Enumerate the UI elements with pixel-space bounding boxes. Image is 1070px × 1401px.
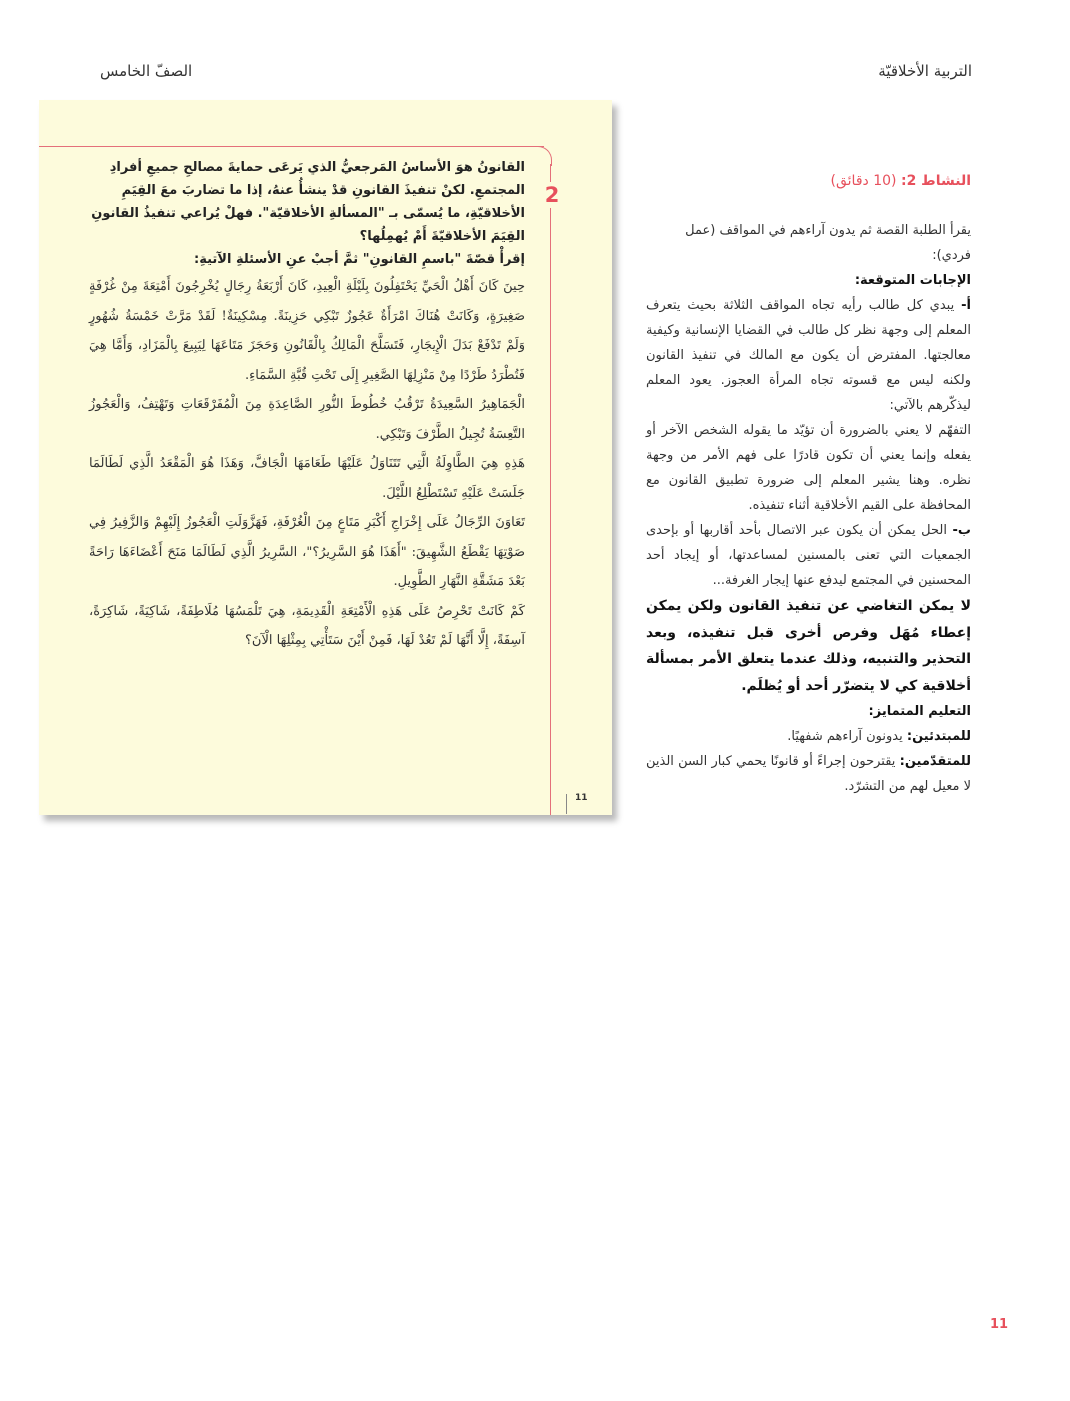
inset-footer-divider bbox=[566, 794, 567, 814]
activity-title bbox=[646, 170, 971, 192]
story-text bbox=[89, 272, 525, 656]
advanced-label: للمتقدّمين: bbox=[899, 754, 971, 769]
answer-b bbox=[646, 518, 971, 593]
beginners-text: يدونون آراءهم شفهيًا. bbox=[787, 729, 907, 744]
story-paragraph: الْجَمَاهِيرُ السَّعِيدَةُ تَرْقُبُ خُطُوطَ النُّورِ الصَّاعِدَةِ مِنَ الْمُفَرْقَعَاتِ وَتَهْتِفُ، وَالْعَجُوزُ التَّعِسَةُ تُجِيلُ الطَّرْفَ وَتَبْكِي. bbox=[89, 397, 525, 442]
inset-intro-instruction: إقرأْ قصّةَ "باسمِ القانونِ" ثمَّ أجبْ عنِ الأسئلةِ الآتيةِ: bbox=[194, 252, 525, 267]
key-conclusion: لا يمكن التغاضي عن تنفيذ القانون ولكن يمكن إعطاء مُهَل وفرص أخرى قبل تنفيذه، وبعد التحذير والتنبيه، وذلك عندما يتعلق الأمر بمسألة أخلاقية كي لا يتضرّر أحد أو يُظلَم. bbox=[646, 598, 971, 694]
story-paragraph: تَعَاوَنَ الرِّجَالُ عَلَى إِخْرَاجِ أَكْبَرِ مَتَاعٍ مِنَ الْغُرْفَةِ، فَهَزَّوَلَتِ الْعَجُوزُ إِلَيْهِمْ وَالزَّفِيرُ فِي صَوْتِهَا يَقْطَعُ الشَّهِيقَ: "أَهَذَا هُوَ السَّرِيرُ؟"، السَّرِيرُ الَّذِي لَطَالَمَا مَنَحَ أَعْضَاءَهَا رَاحَةً بَعْدَ مَشَقَّةِ النَّهَارِ الطَّوِيلِ. bbox=[89, 515, 525, 589]
student-book-inset bbox=[39, 100, 612, 815]
answer-a-prefix: أ- bbox=[961, 298, 971, 313]
inset-intro bbox=[89, 156, 525, 271]
section-number: 2 bbox=[540, 182, 564, 208]
beginners-item bbox=[646, 724, 971, 749]
inset-border-corner bbox=[536, 146, 552, 166]
answer-a-note: التفهّم لا يعني بالضرورة أن تؤيّد ما يقوله الشخص الآخر أو يفعله وإنما يعني أن تكون قادرًا على فهم الأمر من وجهة نظره. وهنا يشير المعلم إلى ضرورة تطبيق القانون مع المحافظة على القيم الأخلاقية أثناء تنفيذه. bbox=[646, 423, 971, 513]
answer-a-text: يبدي كل طالب رأيه تجاه المواقف الثلاثة بحيث يتعرف المعلم إلى وجهة نظر كل طالب في القضايا الإنسانية وكيفية معالجتها. المفترض أن يكون مع المالك في تنفيذ القانون ولكنه ليس مع قسوته تجاه المرأة العجوز. يعود المعلم ليذكّرهم بالآتي: bbox=[646, 298, 971, 413]
beginners-label: للمبتدئين: bbox=[906, 729, 971, 744]
page-number: 11 bbox=[990, 1317, 1009, 1332]
activity-label: النشاط 2: bbox=[900, 173, 971, 189]
inset-intro-paragraph: القانونُ هوَ الأساسُ المَرجعيُّ الذي يَرعَى حمايةَ مصالحِ جميعِ أفرادِ المجتمعِ. لكنْ تنفيذَ القانونِ قدْ ينشأُ عنهُ، إذا ما تضاربَ معَ القِيَمِ الأخلاقيّةِ، ما يُسمّى بـ "المسألةِ الأخلاقيّة". فهلْ يُراعي تنفيذُ القانونِ القِيَمَ الأخلاقيّةَ أَمْ يُهمِلُها؟ bbox=[91, 160, 525, 244]
story-paragraph: حِينَ كَانَ أَهْلُ الْحَيِّ يَحْتَفِلُونَ بِلَيْلَةِ الْعِيدِ، كَانَ أَرْبَعَةُ رِجَالٍ يُخْرِجُونَ أَمْتِعَةَ مِنْ غُرْفَةٍ صَغِيرَةٍ، وَكَانَتْ هُنَاكَ امْرَأَةٌ عَجُوزٌ تَبْكِي حَزِينَةً. مِسْكِينَةٌ! لَقَدْ مَرَّتْ خَمْسَةُ شُهُورٍ وَلَمْ تَدْفَعْ بَدَلَ الْإِيجَارِ، فَتَسَلَّحَ الْمَالِكُ بِالْقَانُونِ وَحَجَزَ مَتَاعَهَا لِيَبِيعَ بِالْمَزَادِ، وَأَمَّا هِيَ فَتُطْرَدُ طَرْدًا مِنْ مَنْزِلِهَا الصَّغِيرِ إِلَى تَحْتِ قُبَّةِ السَّمَاءِ. bbox=[89, 279, 525, 383]
inset-border-side bbox=[550, 164, 551, 815]
advanced-text: يقترحون إجراءً أو قانونًا يحمي كبار السن الذين لا معيل لهم من التشرّد. bbox=[646, 754, 971, 794]
header-subject: التربية الأخلاقيّة bbox=[878, 62, 972, 80]
activity-duration: (10 دقائق) bbox=[830, 173, 897, 189]
expected-answers-heading: الإجابات المتوقعة: bbox=[854, 273, 971, 288]
teacher-guide-column bbox=[646, 170, 971, 799]
answer-a bbox=[646, 293, 971, 418]
story-paragraph: كَمْ كَانَتْ تَحْرِصُ عَلَى هَذِهِ الْأَمْتِعَةِ الْقَدِيمَةِ، هِيَ تَلْمَسُهَا مُلَاطِفَةً، شَاكِيَةً، شَاكِرَةً، آسِفَةً، إِلَّا أَنَّهَا لَمْ تَعُدْ لَهَا، فَمِنْ أَيْنَ سَتَأْتِي بِمِثْلِهَا الْآنَ؟ bbox=[89, 603, 525, 648]
differentiation-heading: التعليم المتمايز: bbox=[868, 704, 971, 719]
answer-b-text: الحل يمكن أن يكون عبر الاتصال بأحد أقاربها أو بإحدى الجمعيات التي تعنى بالمسنين لمساعدتها، أو إيجاد أحد المحسنين في المجتمع ليدفع عنها إيجار الغرفة... bbox=[646, 523, 971, 588]
header-grade: الصفّ الخامس bbox=[100, 62, 193, 80]
advanced-item bbox=[646, 749, 971, 799]
answer-b-prefix: ب- bbox=[952, 523, 971, 538]
inset-border-top bbox=[39, 146, 544, 147]
activity-instruction: يقرأ الطلبة القصة ثم يدون آراءهم في المواقف (عمل فردي): bbox=[685, 223, 971, 263]
inset-page-number: 11 bbox=[575, 793, 588, 803]
story-paragraph: هَذِهِ هِيَ الطَّاوِلَةُ الَّتِي تَتَنَاوَلُ عَلَيْهَا طَعَامَهَا الْجَافَّ، وَهَذَا هُوَ الْمَقْعَدُ الَّذِي لَطَالَمَا جَلَسَتْ عَلَيْهِ تَسْتَطْلِعُ اللَّيْلَ. bbox=[89, 456, 525, 501]
